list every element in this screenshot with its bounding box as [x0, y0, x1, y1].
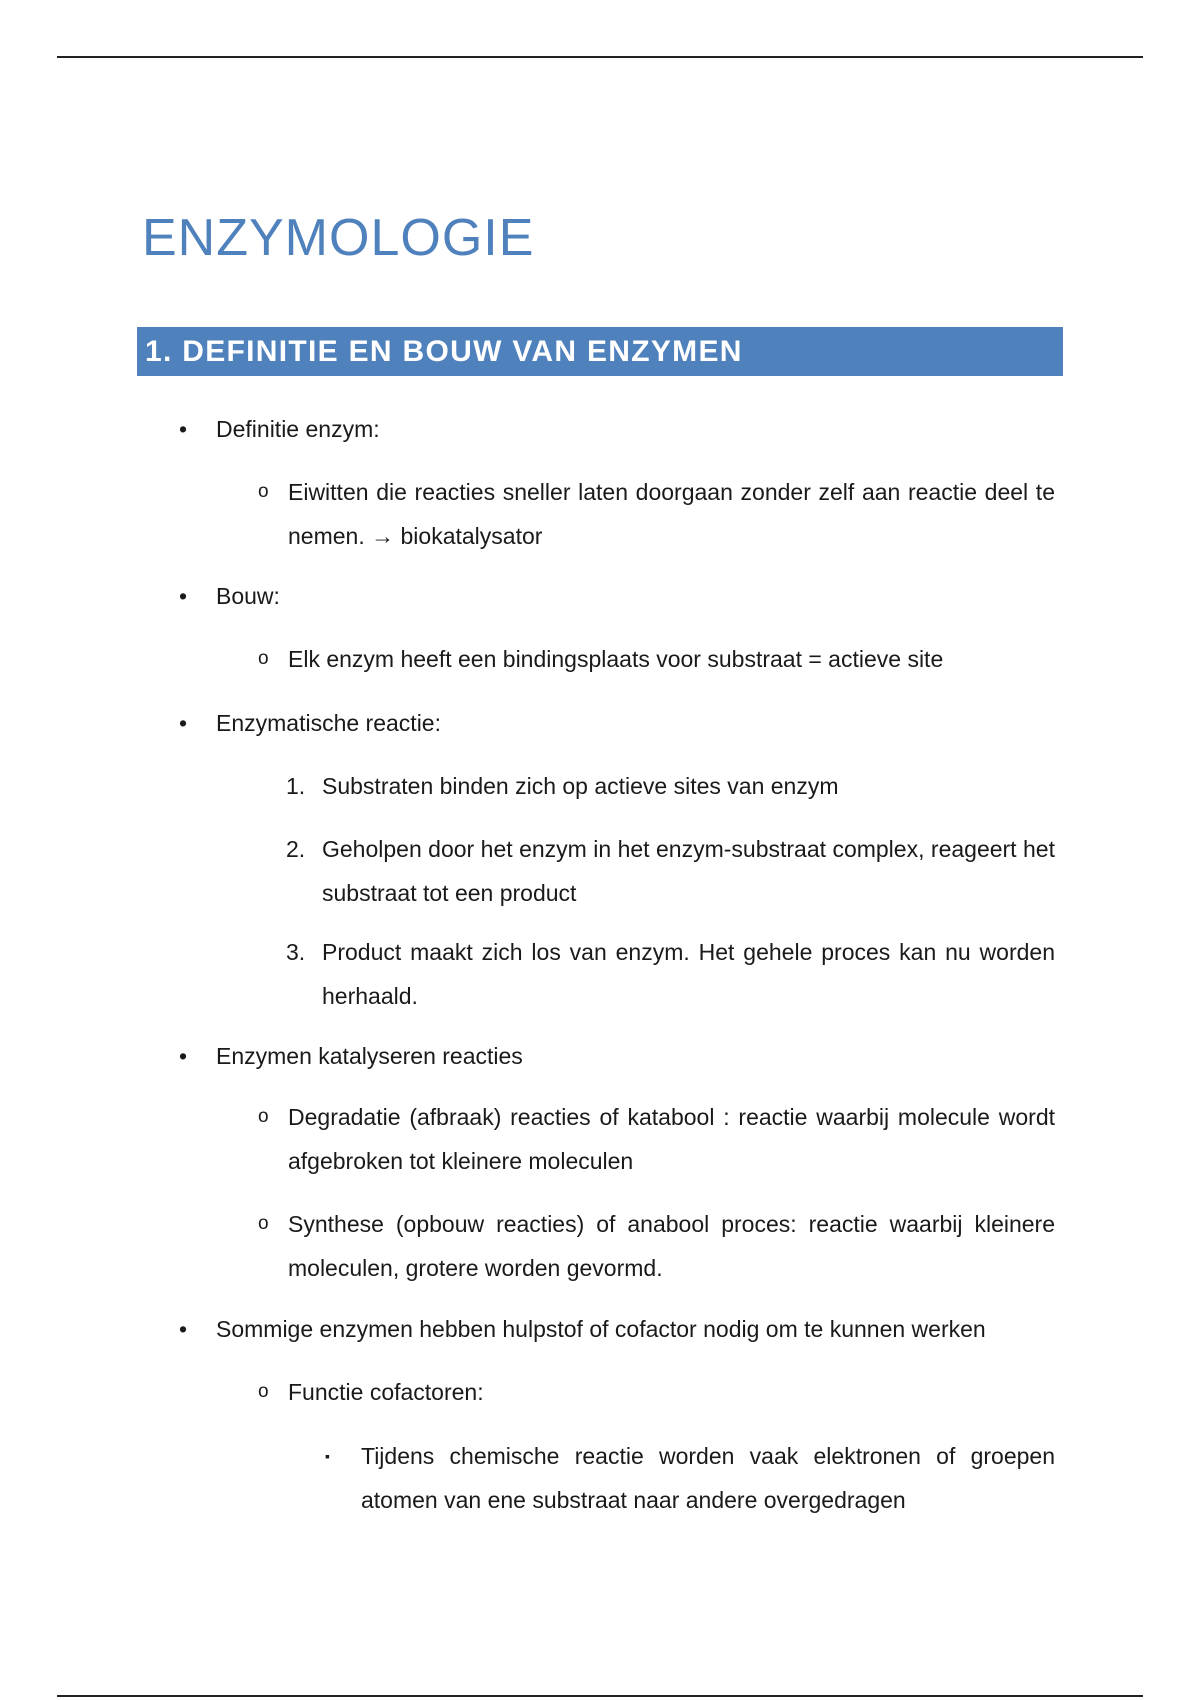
header-rule [57, 56, 1143, 58]
bullet-text: Enzymen katalyseren reacties [216, 1043, 523, 1069]
bullet-item-katalyseren [179, 1034, 1063, 1078]
bullet-marker: • [179, 1043, 188, 1069]
numbered-item-1 [286, 764, 1055, 808]
sub-sub-item-text: Tijdens chemische reactie worden vaak elektronen of groepen atomen van ene substraat naar andere overgedragen [361, 1443, 1055, 1513]
bullet-item-cofactor [179, 1307, 1063, 1351]
numbered-item-2 [286, 827, 1055, 915]
number-marker: 3. [286, 939, 306, 965]
numbered-item-3 [286, 930, 1055, 1018]
bullet-item-reactie [179, 701, 1063, 745]
sub-item-text: Degradatie (afbraak) reacties of katabool : reactie waarbij molecule wordt afgebroken tot kleinere moleculen [288, 1104, 1055, 1174]
bullet-text: Enzymatische reactie: [216, 710, 441, 736]
circle-marker: o [258, 481, 269, 502]
bullet-item-bouw [179, 574, 1063, 618]
sub-item-text: Synthese (opbouw reacties) of anabool proces: reactie waarbij kleinere moleculen, grotere worden gevormd. [288, 1211, 1055, 1281]
sub-item-katalyseren-1 [258, 1095, 1055, 1183]
bullet-marker: • [179, 710, 188, 736]
number-marker: 1. [286, 773, 306, 799]
circle-marker: o [258, 648, 269, 669]
circle-marker: o [258, 1106, 269, 1127]
circle-marker: o [258, 1381, 269, 1402]
numbered-item-text: Product maakt zich los van enzym. Het gehele proces kan nu worden herhaald. [322, 939, 1055, 1009]
section-heading: 1. DEFINITIE EN BOUW VAN ENZYMEN [145, 334, 743, 368]
sub-sub-item-cofactor-1 [325, 1434, 1055, 1522]
bullet-marker: • [179, 583, 188, 609]
number-marker: 2. [286, 836, 306, 862]
sub-item-bouw-1 [258, 637, 1055, 681]
footer-rule [57, 1695, 1143, 1697]
sub-item-katalyseren-2 [258, 1202, 1055, 1290]
document-title: ENZYMOLOGIE [142, 209, 535, 267]
bullet-marker: • [179, 1316, 188, 1342]
bullet-text: Sommige enzymen hebben hulpstof of cofactor nodig om te kunnen werken [216, 1316, 986, 1342]
sub-item-text: Elk enzym heeft een bindingsplaats voor substraat = actieve site [288, 646, 944, 672]
bullet-text: Definitie enzym: [216, 416, 380, 442]
sub-item-text: Eiwitten die reacties sneller laten doorgaan zonder zelf aan reactie deel te nemen. → biokatalysator [288, 479, 1055, 549]
square-marker: ▪ [325, 1448, 330, 1464]
numbered-item-text: Substraten binden zich op actieve sites van enzym [322, 773, 839, 799]
bullet-marker: • [179, 416, 188, 442]
numbered-item-text: Geholpen door het enzym in het enzym-substraat complex, reageert het substraat tot een product [322, 836, 1055, 906]
section-heading-bar [137, 327, 1063, 376]
circle-marker: o [258, 1213, 269, 1234]
sub-item-cofactor-1 [258, 1370, 1055, 1414]
sub-item-text: Functie cofactoren: [288, 1379, 484, 1405]
sub-item-definitie-1 [258, 470, 1055, 558]
bullet-text: Bouw: [216, 583, 280, 609]
bullet-item-definitie [179, 407, 1063, 451]
